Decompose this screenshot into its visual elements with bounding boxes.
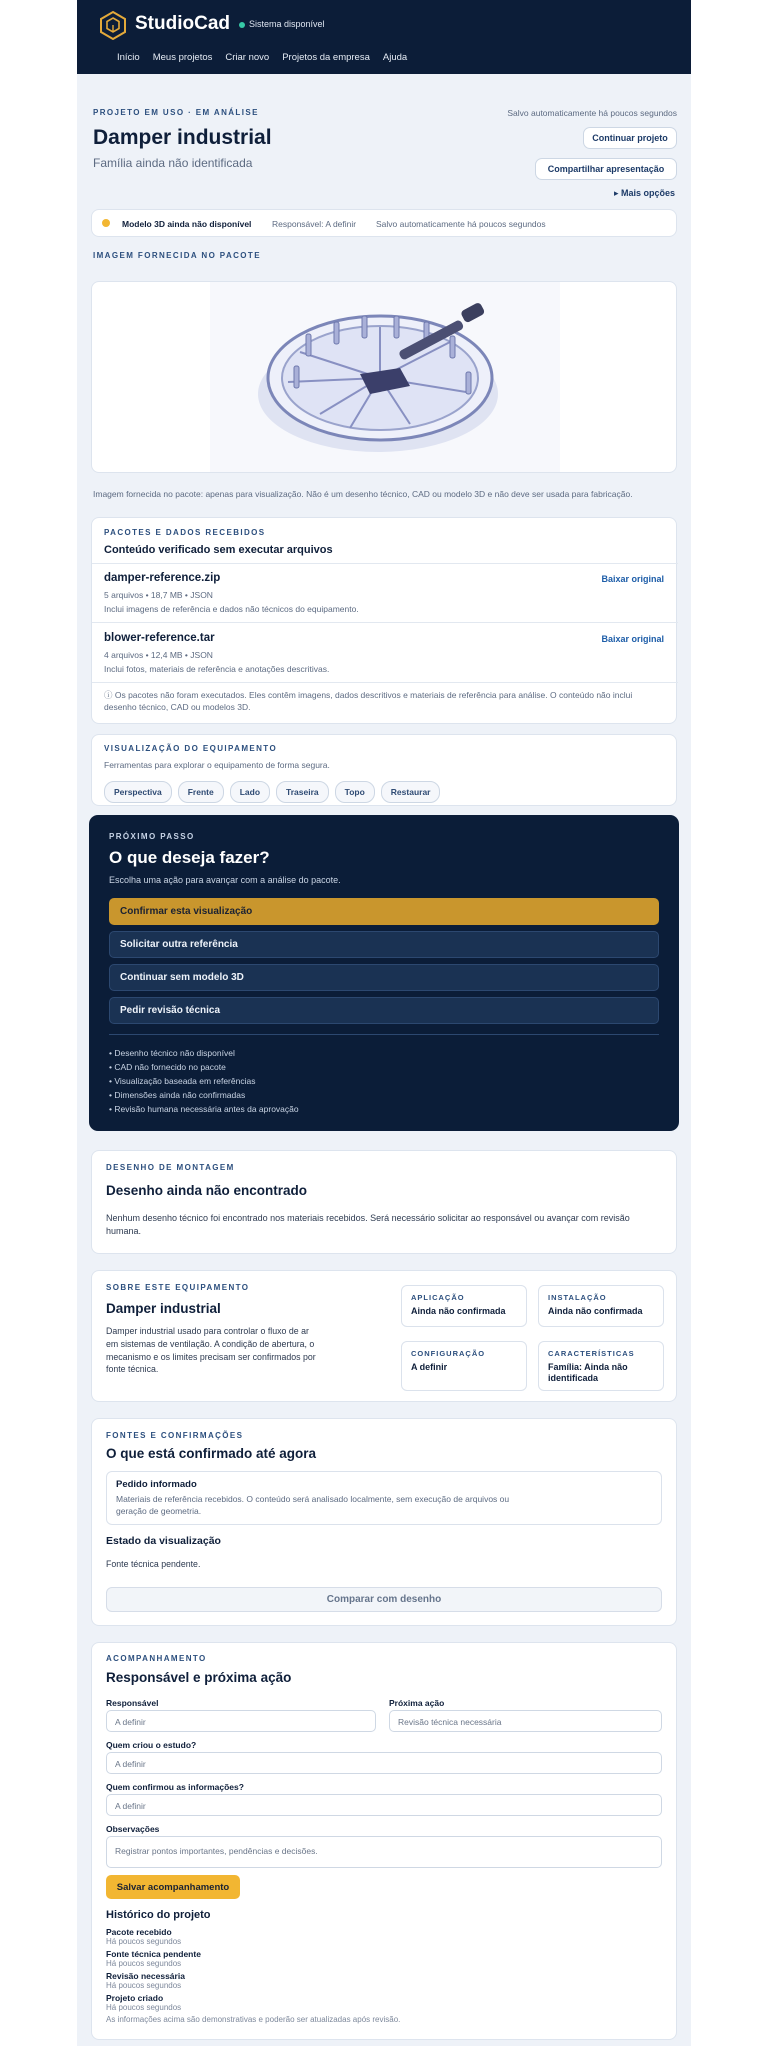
continue-without-model-button[interactable]: Continuar sem modelo 3D [109,964,659,991]
fact-characteristics [538,1341,664,1391]
view-front-chip[interactable]: Frente [178,781,224,803]
next-action-label: Próxima ação [389,1698,445,1708]
order-title: Pedido informado [116,1479,197,1490]
status-bar [91,209,677,237]
viewer-description: Ferramentas para explorar o equipamento de forma segura. [104,760,330,770]
nav-item-projetos-empresa[interactable]: Projetos da empresa [282,52,370,63]
view-state-description: Fonte técnica pendente. [106,1559,201,1569]
history-item [106,1949,201,1971]
nav-item-criar-novo[interactable]: Criar novo [225,52,270,63]
divider [92,682,678,683]
order-description: Materiais de referência recebidos. O conteúdo será analisado localmente, sem execução de arquivos ou geração de geometria. [116,1494,510,1516]
notes-label: Observações [106,1824,160,1834]
fact-value: A definir [411,1362,448,1372]
divider [92,622,678,623]
compare-drawing-button[interactable]: Comparar com desenho [106,1587,662,1612]
reference-image [210,282,560,473]
history-item-title: Pacote recebido [106,1927,172,1937]
responsible-status: Responsável: A definir [272,219,357,229]
next-step-notes [109,1046,299,1116]
next-step-kicker: PRÓXIMO PASSO [109,832,195,841]
view-perspective-chip[interactable]: Perspectiva [104,781,172,803]
autosave-note: Salvo automaticamente há poucos segundos [507,108,677,118]
damper-illustration-icon [210,282,560,473]
assembly-kicker: DESENHO DE MONTAGEM [106,1163,235,1172]
assembly-card [91,1150,677,1254]
note-item: • Visualização baseada em referências [109,1076,256,1086]
confirmer-field[interactable]: A definir [106,1794,662,1816]
view-top-chip[interactable]: Topo [335,781,375,803]
note-item: • CAD não fornecido no pacote [109,1062,226,1072]
about-title: Damper industrial [106,1301,221,1316]
about-kicker: SOBRE ESTE EQUIPAMENTO [106,1283,250,1292]
image-section-kicker: IMAGEM FORNECIDA NO PACOTE [93,251,261,260]
system-status-dot [239,22,245,28]
creator-field[interactable]: A definir [106,1752,662,1774]
more-options-link[interactable]: ▸ Mais opções [613,188,675,198]
reference-image-frame [91,281,677,473]
nav-item-inicio[interactable]: Início [117,52,140,63]
nav-item-meus-projetos[interactable]: Meus projetos [152,52,213,63]
history-item-time: Há poucos segundos [106,1981,182,1990]
next-step-panel [89,815,679,1131]
request-technical-review-button[interactable]: Pedir revisão técnica [109,997,659,1024]
history-item-time: Há poucos segundos [106,1959,182,1968]
tracking-kicker: ACOMPANHAMENTO [106,1654,207,1663]
fact-value: Família: Ainda não identificada [548,1362,628,1384]
continue-project-button[interactable]: Continuar projeto [583,127,677,149]
history-item-title: Revisão necessária [106,1971,185,1981]
fact-installation [538,1285,664,1327]
share-presentation-button[interactable]: Compartilhar apresentação [535,158,677,180]
file-name: blower-reference.tar [104,632,215,644]
fact-application [401,1285,527,1327]
history-item [106,1927,201,1949]
next-step-title: O que deseja fazer? [109,848,270,867]
assembly-title: Desenho ainda não encontrado [106,1183,308,1198]
model-status-dot [102,219,110,227]
download-original-link[interactable]: Baixar original [601,574,664,584]
order-box [106,1471,662,1525]
history-item-title: Fonte técnica pendente [106,1949,201,1959]
history-item [106,1993,201,2015]
view-chip-row [104,781,440,803]
view-reset-chip[interactable]: Restaurar [381,781,441,803]
page-title: Damper industrial [93,126,272,149]
packages-kicker: PACOTES E DADOS RECEBIDOS [104,528,266,537]
studiocad-logo-icon[interactable] [99,10,127,40]
confirmer-label: Quem confirmou as informações? [106,1782,244,1792]
fact-label: INSTALAÇÃO [548,1293,607,1302]
view-state-title: Estado da visualização [106,1535,221,1547]
file-description: Inclui fotos, materiais de referência e anotações descritivas. [104,664,330,674]
note-item: • Dimensões ainda não confirmadas [109,1090,246,1100]
packages-notice: ⓘ Os pacotes não foram executados. Eles contêm imagens, dados descritivos e materiais de referência para análise. O conteúdo não inclui desenho técnico, CAD ou modelos 3D. [104,690,633,712]
tracking-footnote: As informações acima são demonstrativas e poderão ser atualizadas após revisão. [106,2015,401,2024]
view-back-chip[interactable]: Traseira [276,781,329,803]
confirm-visualization-button[interactable]: Confirmar esta visualização [109,898,659,925]
sources-kicker: FONTES E CONFIRMAÇÕES [106,1431,244,1440]
fact-value: Ainda não confirmada [548,1306,643,1316]
note-item: • Revisão humana necessária antes da aprovação [109,1104,299,1114]
notes-field[interactable]: Registrar pontos importantes, pendências e decisões. [106,1836,662,1868]
saved-status: Salvo automaticamente há poucos segundos [376,219,546,229]
fact-label: CARACTERÍSTICAS [548,1349,635,1358]
tracking-title: Responsável e próxima ação [106,1670,292,1685]
history-item [106,1971,201,1993]
history-title: Histórico do projeto [106,1909,211,1921]
file-meta: 4 arquivos • 12,4 MB • JSON [104,650,213,660]
divider [109,1034,659,1035]
file-name: damper-reference.zip [104,572,221,584]
system-status: Sistema disponível [249,19,325,29]
history-item-time: Há poucos segundos [106,2003,182,2012]
packages-title: Conteúdo verificado sem executar arquivos [104,544,333,556]
next-step-description: Escolha uma ação para avançar com a análise do pacote. [109,875,341,885]
divider [92,563,678,564]
sources-title: O que está confirmado até agora [106,1446,317,1461]
about-card [91,1270,677,1402]
nav-item-ajuda[interactable]: Ajuda [382,52,408,63]
brand-name[interactable]: StudioCad [135,13,230,34]
responsible-label: Responsável [106,1698,159,1708]
file-description: Inclui imagens de referência e dados não técnicos do equipamento. [104,604,359,614]
viewer-kicker: VISUALIZAÇÃO DO EQUIPAMENTO [104,744,278,753]
top-bar [77,0,691,74]
assembly-description: Nenhum desenho técnico foi encontrado nos materiais recebidos. Será necessário solicitar ao responsável ou avançar com revisão humana. [106,1213,630,1236]
project-kicker: PROJETO EM USO · EM ANÁLISE [93,108,259,117]
request-reference-button[interactable]: Solicitar outra referência [109,931,659,958]
view-side-chip[interactable]: Lado [230,781,270,803]
page-subtitle: Família ainda não identificada [93,156,253,170]
creator-label: Quem criou o estudo? [106,1740,197,1750]
fact-label: APLICAÇÃO [411,1293,465,1302]
save-tracking-button[interactable]: Salvar acompanhamento [106,1875,240,1899]
note-item: • Desenho técnico não disponível [109,1048,235,1058]
download-original-link[interactable]: Baixar original [601,634,664,644]
app-column [77,0,691,2046]
model-status: Modelo 3D ainda não disponível [122,219,252,229]
history-item-title: Projeto criado [106,1993,164,2003]
fact-label: CONFIGURAÇÃO [411,1349,486,1358]
history-item-time: Há poucos segundos [106,1937,182,1946]
next-action-field[interactable]: Revisão técnica necessária [389,1710,662,1732]
tracking-card [91,1642,677,2040]
fact-value: Ainda não confirmada [411,1306,506,1316]
main-nav [117,52,407,63]
fact-configuration [401,1341,527,1391]
file-meta: 5 arquivos • 18,7 MB • JSON [104,590,213,600]
image-caption: Imagem fornecida no pacote: apenas para visualização. Não é um desenho técnico, CAD ou modelo 3D e não deve ser usada para fabricação. [93,489,633,499]
history-list [106,1927,201,2015]
responsible-field[interactable]: A definir [106,1710,376,1732]
viewer-card [91,734,677,806]
sources-card [91,1418,677,1626]
packages-card [91,517,677,724]
about-description: Damper industrial usado para controlar o fluxo de ar em sistemas de ventilação. A condição de abertura, o mecanismo e os limites precisam ser confirmados por fonte técnica. [106,1326,316,1375]
